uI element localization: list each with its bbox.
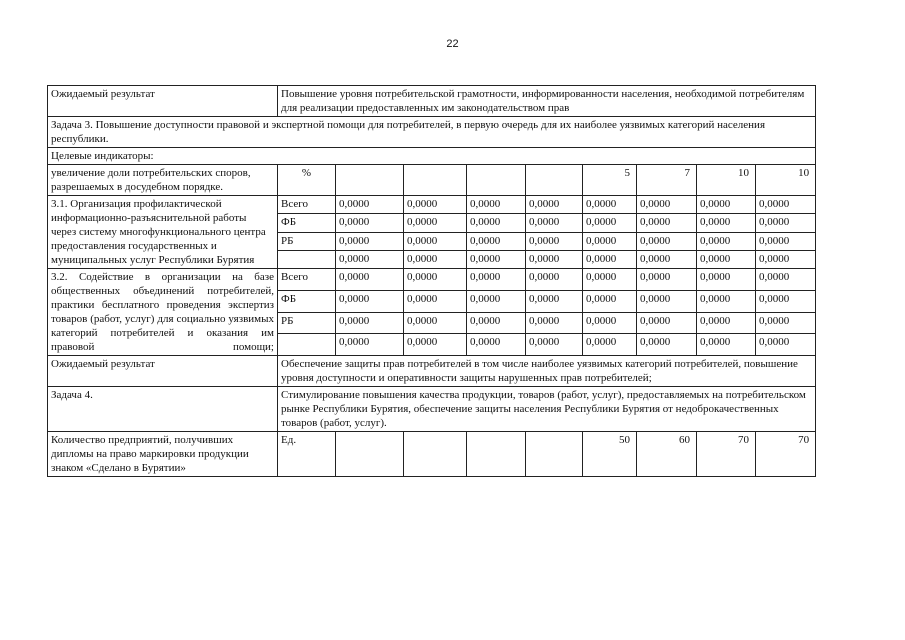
funding-value: 0,0000 bbox=[637, 290, 697, 312]
funding-value: 0,0000 bbox=[336, 196, 404, 214]
funding-value: 0,0000 bbox=[756, 269, 816, 291]
funding-value: 0,0000 bbox=[404, 312, 467, 334]
funding-value: 0,0000 bbox=[336, 334, 404, 356]
funding-value: 0,0000 bbox=[467, 214, 526, 232]
funding-value: 0,0000 bbox=[467, 290, 526, 312]
funding-value: 0,0000 bbox=[637, 334, 697, 356]
task-4-text: Стимулирование повышения качества продукции, товаров (работ, услуг), предоставляемых на потребительском рынке Республики Бурятия, обеспечение защиты населения Республики Бурятия от недоброкачественных товаров (работ, услуг). bbox=[278, 387, 816, 432]
funding-source bbox=[278, 250, 336, 268]
indicator-label: Количество предприятий, получивших дипломы на право маркировки продукции знаком «Сделано в Бурятии» bbox=[48, 432, 278, 477]
funding-value: 0,0000 bbox=[583, 334, 637, 356]
task-4-row bbox=[48, 387, 816, 432]
funding-value: 0,0000 bbox=[583, 312, 637, 334]
funding-value: 0,0000 bbox=[467, 312, 526, 334]
funding-value: 0,0000 bbox=[637, 269, 697, 291]
funding-value: 0,0000 bbox=[336, 214, 404, 232]
funding-value: 0,0000 bbox=[526, 334, 583, 356]
funding-value: 0,0000 bbox=[404, 269, 467, 291]
indicator-value bbox=[404, 165, 467, 196]
funding-value: 0,0000 bbox=[583, 214, 637, 232]
page-number: 22 bbox=[446, 38, 459, 50]
funding-value: 0,0000 bbox=[526, 214, 583, 232]
funding-value: 0,0000 bbox=[404, 290, 467, 312]
funding-value: 0,0000 bbox=[697, 312, 756, 334]
funding-value: 0,0000 bbox=[756, 290, 816, 312]
funding-value: 0,0000 bbox=[697, 232, 756, 250]
indicators-row bbox=[48, 148, 816, 165]
funding-source: Всего bbox=[278, 196, 336, 214]
funding-value: 0,0000 bbox=[697, 334, 756, 356]
indicator-value bbox=[404, 432, 467, 477]
funding-value: 0,0000 bbox=[697, 290, 756, 312]
indicator-row bbox=[48, 165, 816, 196]
measure-row bbox=[48, 269, 816, 291]
indicator-row bbox=[48, 432, 816, 477]
expected-result-label: Ожидаемый результат bbox=[48, 356, 278, 387]
funding-value: 0,0000 bbox=[637, 214, 697, 232]
funding-source bbox=[278, 334, 336, 356]
funding-value: 0,0000 bbox=[336, 290, 404, 312]
funding-value: 0,0000 bbox=[756, 250, 816, 268]
table-body bbox=[48, 86, 816, 477]
funding-value: 0,0000 bbox=[526, 312, 583, 334]
funding-value: 0,0000 bbox=[697, 269, 756, 291]
indicator-value bbox=[467, 165, 526, 196]
task-3-row bbox=[48, 117, 816, 148]
funding-value: 0,0000 bbox=[526, 290, 583, 312]
funding-value: 0,0000 bbox=[336, 312, 404, 334]
funding-value: 0,0000 bbox=[467, 232, 526, 250]
indicator-value: 7 bbox=[637, 165, 697, 196]
funding-value: 0,0000 bbox=[756, 232, 816, 250]
indicator-value: 10 bbox=[756, 165, 816, 196]
funding-source: ФБ bbox=[278, 290, 336, 312]
funding-value: 0,0000 bbox=[756, 312, 816, 334]
program-table bbox=[47, 85, 816, 477]
funding-value: 0,0000 bbox=[467, 196, 526, 214]
expected-result-text: Повышение уровня потребительской грамотности, информированности населения, необходимой потребителям для реализации предоставленных им законодательством прав bbox=[278, 86, 816, 117]
funding-value: 0,0000 bbox=[467, 269, 526, 291]
indicator-unit: % bbox=[278, 165, 336, 196]
indicator-value: 70 bbox=[756, 432, 816, 477]
indicators-label: Целевые индикаторы: bbox=[48, 148, 816, 165]
expected-result-label: Ожидаемый результат bbox=[48, 86, 278, 117]
funding-value: 0,0000 bbox=[526, 250, 583, 268]
funding-value: 0,0000 bbox=[583, 250, 637, 268]
measure-label: 3.2. Содействие в организации на базе общественных объединений потребителей, практики бесплатного проведения экспертиз товаров (работ, услуг) для социально уязвимых категорий потребителей и оказания им правовой помощи; bbox=[48, 269, 278, 356]
funding-value: 0,0000 bbox=[404, 196, 467, 214]
funding-value: 0,0000 bbox=[467, 250, 526, 268]
indicator-value bbox=[526, 165, 583, 196]
indicator-label: увеличение доли потребительских споров, разрешаемых в досудебном порядке. bbox=[48, 165, 278, 196]
funding-source: РБ bbox=[278, 312, 336, 334]
indicator-value: 70 bbox=[697, 432, 756, 477]
task-3-text: Задача 3. Повышение доступности правовой и экспертной помощи для потребителей, в первую очередь для их наиболее уязвимых категорий населения республики. bbox=[48, 117, 816, 148]
indicator-value bbox=[467, 432, 526, 477]
funding-value: 0,0000 bbox=[583, 196, 637, 214]
funding-value: 0,0000 bbox=[583, 269, 637, 291]
indicator-value bbox=[336, 165, 404, 196]
funding-value: 0,0000 bbox=[697, 196, 756, 214]
funding-value: 0,0000 bbox=[756, 214, 816, 232]
indicator-value: 5 bbox=[583, 165, 637, 196]
funding-value: 0,0000 bbox=[697, 214, 756, 232]
funding-value: 0,0000 bbox=[526, 269, 583, 291]
indicator-value: 50 bbox=[583, 432, 637, 477]
funding-value: 0,0000 bbox=[336, 269, 404, 291]
funding-value: 0,0000 bbox=[637, 232, 697, 250]
funding-source: ФБ bbox=[278, 214, 336, 232]
funding-value: 0,0000 bbox=[697, 250, 756, 268]
measure-row bbox=[48, 196, 816, 214]
funding-value: 0,0000 bbox=[583, 232, 637, 250]
funding-value: 0,0000 bbox=[637, 196, 697, 214]
funding-value: 0,0000 bbox=[637, 250, 697, 268]
funding-value: 0,0000 bbox=[526, 196, 583, 214]
funding-value: 0,0000 bbox=[404, 214, 467, 232]
funding-source: Всего bbox=[278, 269, 336, 291]
measure-label: 3.1. Организация профилактической информационно-разъяснительной работы через систему многофункционального центра предоставления государственных и муниципальных услуг Республики Бурятия bbox=[48, 196, 278, 269]
funding-value: 0,0000 bbox=[404, 250, 467, 268]
expected-result-row bbox=[48, 356, 816, 387]
funding-value: 0,0000 bbox=[467, 334, 526, 356]
expected-result-text: Обеспечение защиты прав потребителей в том числе наиболее уязвимых категорий потребителей, повышение уровня доступности и оперативности защиты нарушенных прав потребителей; bbox=[278, 356, 816, 387]
funding-value: 0,0000 bbox=[404, 232, 467, 250]
expected-result-row bbox=[48, 86, 816, 117]
funding-value: 0,0000 bbox=[637, 312, 697, 334]
funding-value: 0,0000 bbox=[756, 334, 816, 356]
funding-value: 0,0000 bbox=[583, 290, 637, 312]
funding-source: РБ bbox=[278, 232, 336, 250]
indicator-unit: Ед. bbox=[278, 432, 336, 477]
indicator-value bbox=[336, 432, 404, 477]
indicator-value bbox=[526, 432, 583, 477]
funding-value: 0,0000 bbox=[336, 250, 404, 268]
funding-value: 0,0000 bbox=[404, 334, 467, 356]
indicator-value: 60 bbox=[637, 432, 697, 477]
indicator-value: 10 bbox=[697, 165, 756, 196]
task-4-label: Задача 4. bbox=[48, 387, 278, 432]
funding-value: 0,0000 bbox=[526, 232, 583, 250]
funding-value: 0,0000 bbox=[756, 196, 816, 214]
funding-value: 0,0000 bbox=[336, 232, 404, 250]
